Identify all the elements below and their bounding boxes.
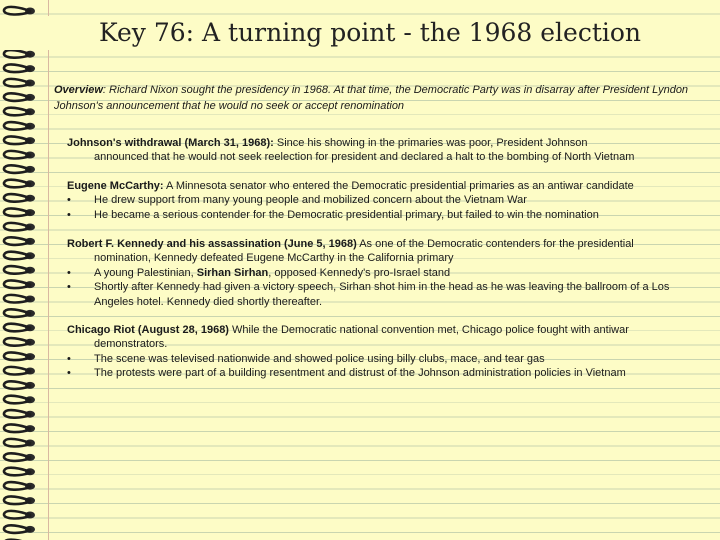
binding-ring	[4, 381, 30, 389]
johnson-continuation: announced that he would not seek reelection for president and declared a halt to the bombing of North Vietnam	[94, 151, 635, 164]
johnson-heading: Johnson's withdrawal (March 31, 1968):	[67, 137, 274, 149]
list-item	[67, 352, 697, 366]
page-title: Key 76: A turning point - the 1968 election	[0, 16, 720, 50]
binding-ring	[4, 266, 30, 274]
list-item	[67, 193, 697, 207]
spiral-binding	[0, 0, 46, 540]
bullet-text: He became a serious contender for the Democratic presidential primary, but failed to win the nomination	[94, 208, 599, 221]
binding-ring	[4, 396, 30, 404]
list-item	[67, 280, 697, 309]
kennedy-continuation: nomination, Kennedy defeated Eugene McCarthy in the California primary	[94, 252, 454, 265]
overview-label: Overview	[54, 84, 103, 96]
binding-ring	[4, 180, 30, 188]
bullet-marker: •	[67, 266, 71, 279]
section-chicago	[67, 323, 697, 381]
binding-ring	[4, 208, 30, 216]
binding-ring	[4, 482, 30, 490]
list-item	[67, 266, 697, 280]
overview-text: : Richard Nixon sought the presidency in 1968. At that time, the Democratic Party was in disarray after President Lyndon Johnson's announcement that he would no seek or accept renomination	[54, 84, 689, 112]
binding-ring	[4, 410, 30, 418]
binding-ring	[4, 453, 30, 461]
binding-ring	[4, 511, 30, 519]
binding-ring	[4, 165, 30, 173]
binding-ring	[4, 237, 30, 245]
binding-ring	[4, 194, 30, 202]
binding-ring	[4, 223, 30, 231]
bullet-marker: •	[67, 281, 71, 294]
kennedy-text: As one of the Democratic contenders for the presidential	[356, 238, 634, 250]
bullet-text: The scene was televised nationwide and showed police using billy clubs, mace, and tear gas	[94, 352, 545, 365]
bullet-marker: •	[67, 194, 71, 207]
list-item	[67, 208, 697, 222]
section-johnson	[67, 136, 697, 165]
binding-ring	[4, 79, 30, 87]
mccarthy-heading: Eugene McCarthy:	[67, 180, 164, 192]
binding-ring	[4, 295, 30, 303]
section-kennedy	[67, 237, 697, 309]
johnson-text: Since his showing in the primaries was poor, President Johnson	[273, 137, 588, 149]
list-item	[67, 366, 697, 380]
binding-ring	[4, 252, 30, 260]
binding-ring	[4, 280, 30, 288]
bullet-text: Shortly after Kennedy had given a victory speech, Sirhan shot him in the head as he was leaving the ballroom of a Los Angeles hotel. Kennedy died shortly thereafter.	[94, 281, 670, 308]
binding-ring	[4, 64, 30, 72]
chicago-heading: Chicago Riot (August 28, 1968)	[67, 324, 229, 336]
binding-ring	[4, 439, 30, 447]
mccarthy-text: A Minnesota senator who entered the Democratic presidential primaries as an antiwar candidate	[163, 180, 634, 192]
binding-ring	[4, 424, 30, 432]
binding-ring	[4, 352, 30, 360]
binding-ring	[4, 7, 30, 15]
binding-ring	[4, 122, 30, 130]
sirhan-name: Sirhan Sirhan	[196, 266, 269, 279]
chicago-text: While the Democratic national convention met, Chicago police fought with antiwar	[228, 324, 629, 336]
bullet-marker: •	[67, 208, 71, 221]
binding-ring	[4, 151, 30, 159]
binding-ring	[4, 525, 30, 533]
bullet-text: A young Palestinian, Sirhan Sirhan, opposed Kennedy's pro-Israel stand	[94, 266, 451, 279]
chicago-continuation: demonstrators.	[94, 338, 168, 351]
binding-ring	[4, 50, 30, 58]
bullet-text: He drew support from many young people and mobilized concern about the Vietnam War	[94, 194, 527, 207]
bullet-marker: •	[67, 352, 71, 365]
kennedy-heading: Robert F. Kennedy and his assassination (June 5, 1968)	[67, 238, 357, 250]
section-mccarthy	[67, 179, 697, 222]
binding-ring	[4, 93, 30, 101]
binding-ring	[4, 108, 30, 116]
bullet-text: The protests were part of a building resentment and distrust of the Johnson administration policies in Vietnam	[94, 367, 626, 380]
binding-ring	[4, 324, 30, 332]
binding-ring	[4, 367, 30, 375]
overview-paragraph	[54, 82, 714, 114]
binding-ring	[4, 309, 30, 317]
bullet-marker: •	[67, 367, 71, 380]
binding-ring	[4, 496, 30, 504]
binding-ring	[4, 468, 30, 476]
binding-ring	[4, 136, 30, 144]
margin-line	[48, 0, 49, 540]
binding-ring	[4, 338, 30, 346]
